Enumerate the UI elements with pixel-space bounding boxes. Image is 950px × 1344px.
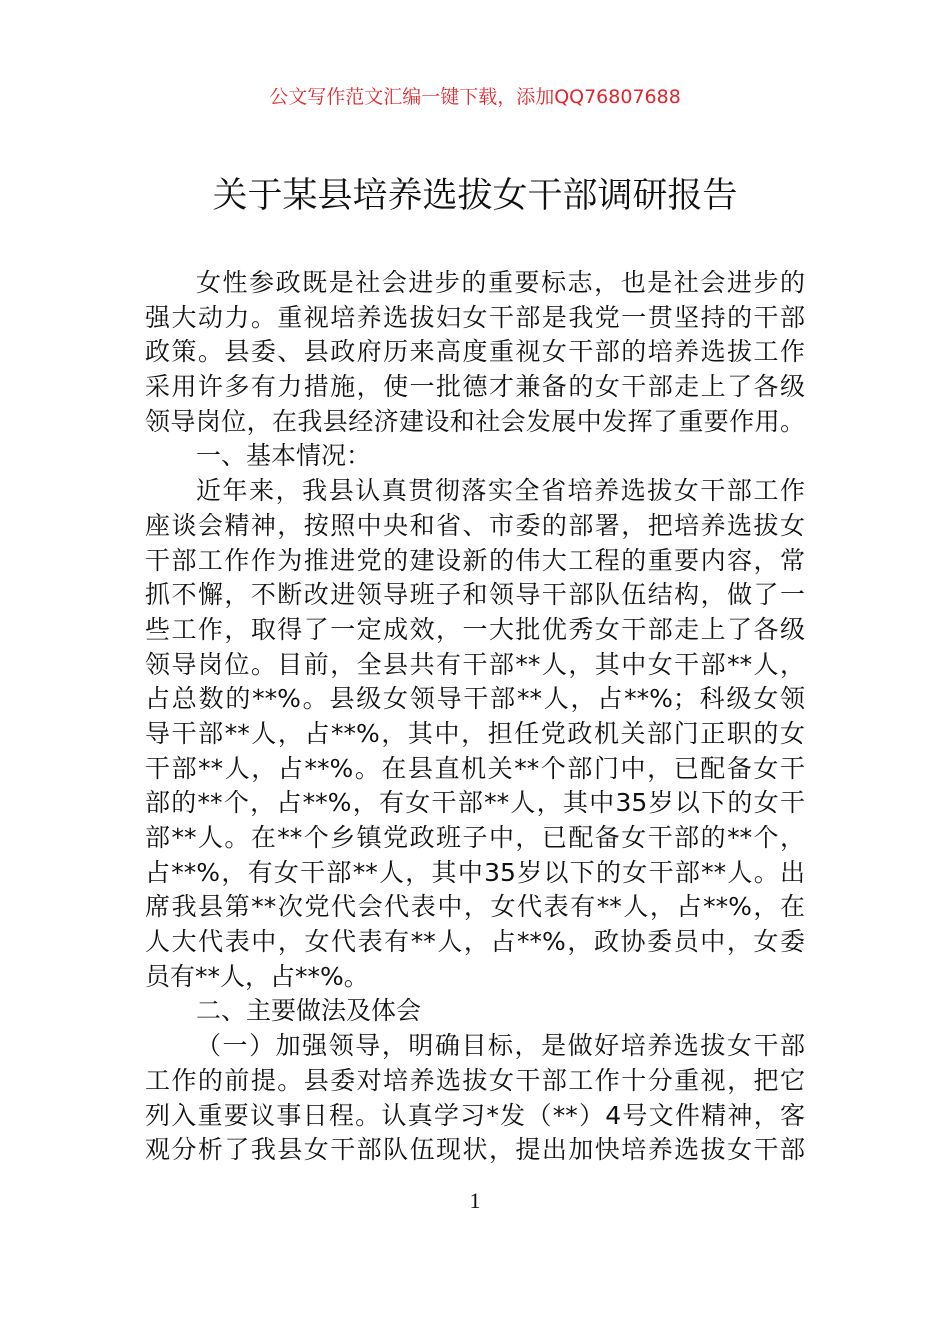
download-watermark-header: 公文写作范文汇编一键下载，添加QQ76807688 xyxy=(269,86,681,108)
text-line: 工作的前提。县委对培养选拔女干部工作十分重视，把它 xyxy=(145,1065,805,1095)
text-line: 一、基本情况： xyxy=(196,441,372,471)
text-line: 些工作，取得了一定成效，一大批优秀女干部走上了各级 xyxy=(145,614,805,644)
text-line: 干部**人，占**%。在县直机关**个部门中，已配备女干 xyxy=(145,753,805,783)
paragraph xyxy=(145,266,805,439)
text-line: 席我县第**次党代会代表中，女代表有**人，占**%，在 xyxy=(145,892,805,922)
text-line: 部的**个，占**%，有女干部**人，其中35岁以下的女干 xyxy=(145,788,805,818)
document-body xyxy=(145,266,805,1168)
paragraph xyxy=(145,474,805,994)
text-line: 二、主要做法及体会 xyxy=(196,996,422,1026)
text-line: 女性参政既是社会进步的重要标志，也是社会进步的 xyxy=(196,268,805,297)
paragraph xyxy=(145,994,805,1029)
text-line: 抓不懈，不断改进领导班子和领导干部队伍结构，做了一 xyxy=(145,580,805,610)
text-line: 采用许多有力措施，使一批德才兼备的女干部走上了各级 xyxy=(145,372,805,402)
text-line: （一）加强领导，明确目标，是做好培养选拔女干部 xyxy=(196,1031,805,1061)
text-line: 座谈会精神，按照中央和省、市委的部署，把培养选拔女 xyxy=(145,510,805,540)
text-line: 近年来，我县认真贯彻落实全省培养选拔女干部工作 xyxy=(196,476,805,506)
text-line: 部**人。在**个乡镇党政班子中，已配备女干部的**个， xyxy=(145,823,805,852)
paragraph xyxy=(145,439,805,474)
text-line: 政策。县委、县政府历来高度重视女干部的培养选拔工作 xyxy=(145,337,805,367)
text-line: 领导岗位。目前，全县共有干部**人，其中女干部**人， xyxy=(145,649,805,679)
text-line: 占**%，有女干部**人，其中35岁以下的女干部**人。出 xyxy=(145,857,805,887)
text-line: 列入重要议事日程。认真学习*发（**）4号文件精神，客 xyxy=(145,1100,805,1130)
text-line: 观分析了我县女干部队伍现状，提出加快培养选拔女干部 xyxy=(145,1135,805,1165)
text-line: 人大代表中，女代表有**人，占**%，政协委员中，女委 xyxy=(145,927,805,957)
page-number: 1 xyxy=(469,1188,481,1213)
paragraph xyxy=(145,1029,805,1168)
text-line: 干部工作作为推进党的建设新的伟大工程的重要内容，常 xyxy=(145,545,805,575)
text-line: 员有**人，占**%。 xyxy=(145,961,369,991)
text-line: 导干部**人，占**%，其中，担任党政机关部门正职的女 xyxy=(145,718,805,748)
text-line: 强大动力。重视培养选拔妇女干部是我党一贯坚持的干部 xyxy=(145,302,805,332)
text-line: 占总数的**%。县级女领导干部**人，占**%；科级女领 xyxy=(145,684,805,714)
document-title: 关于某县培养选拔女干部调研报告 xyxy=(212,176,738,216)
text-line: 领导岗位，在我县经济建设和社会发展中发挥了重要作用。 xyxy=(145,406,805,436)
